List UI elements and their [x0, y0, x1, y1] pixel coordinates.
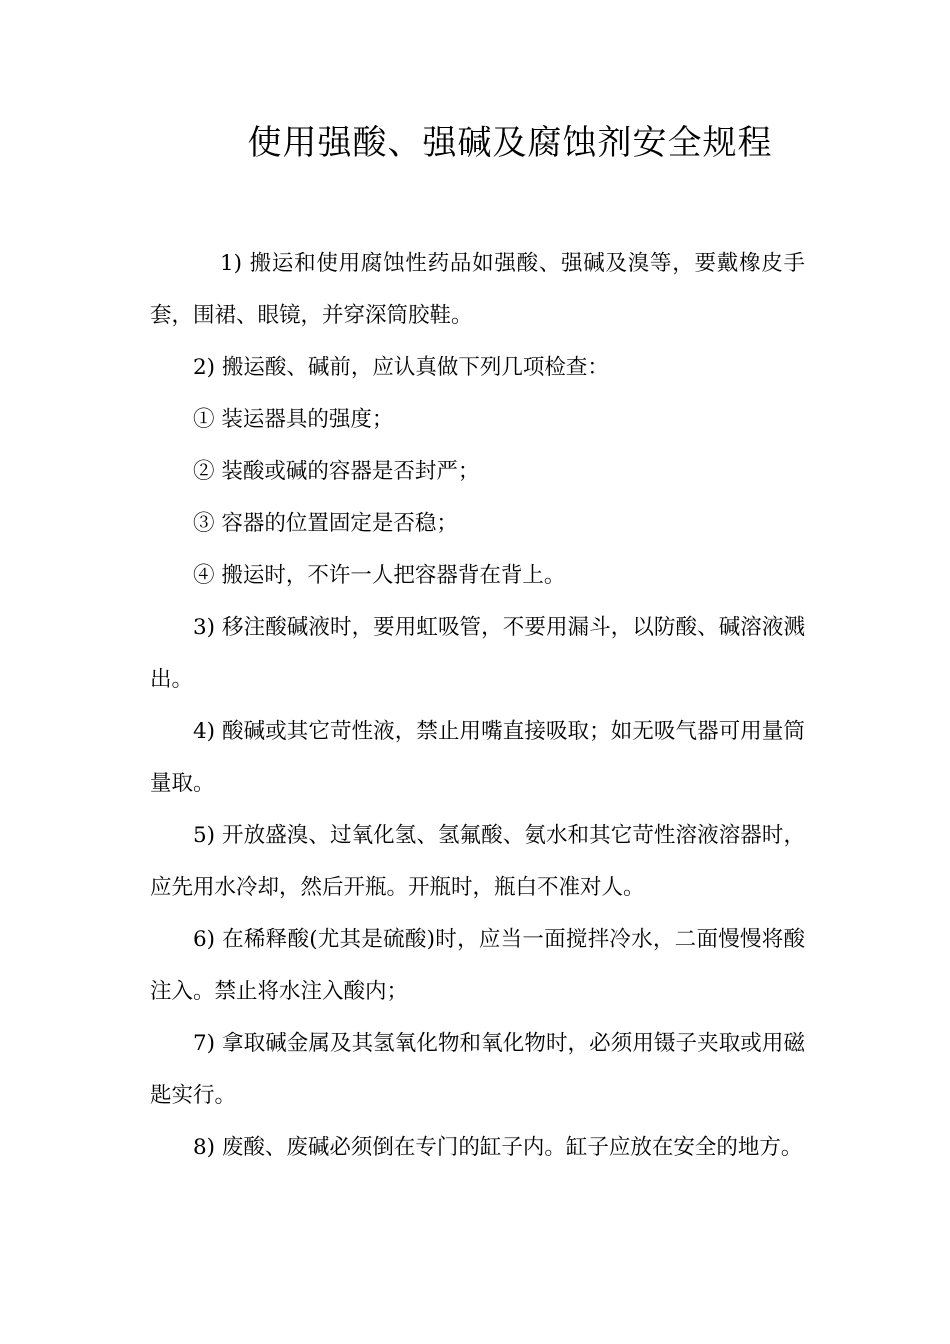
- checklist-item-3: ③ 容器的位置固定是否稳；: [193, 511, 458, 536]
- paragraph-6-diluting-acid: 6) 在稀释酸(尤其是硫酸)时，应当一面搅拌冷水，二面慢慢将酸注入。禁止将水注入酸内；: [150, 927, 805, 1004]
- document-body: [150, 238, 805, 1174]
- paragraph-1-protective-gear: 1) 搬运和使用腐蚀性药品如强酸、强碱及溴等，要戴橡皮手套，围裙、眼镜，并穿深筒胶鞋。: [150, 251, 805, 328]
- document-title: 使用强酸、强碱及腐蚀剂安全规程: [247, 123, 773, 163]
- checklist-item-4: ④ 搬运时，不许一人把容器背在背上。: [193, 563, 566, 588]
- checklist-item-1: ① 装运器具的强度；: [193, 407, 394, 432]
- paragraph-5-opening-containers: 5) 开放盛溴、过氧化氢、氢氟酸、氨水和其它苛性溶液溶器时，应先用水冷却，然后开瓶。开瓶时，瓶白不准对人。: [150, 823, 805, 900]
- paragraph-3-siphon: 3) 移注酸碱液时，要用虹吸管，不要用漏斗，以防酸、碱溶液溅出。: [150, 615, 805, 692]
- paragraph-2-pre-transport-checks: 2) 搬运酸、碱前，应认真做下列几项检查：: [193, 355, 609, 380]
- checklist-item-2: ② 装酸或碱的容器是否封严；: [193, 459, 480, 484]
- paragraph-7-alkali-metals: 7) 拿取碱金属及其氢氧化物和氧化物时，必须用镊子夹取或用磁匙实行。: [150, 1031, 805, 1108]
- paragraph-8-waste-disposal: 8) 废酸、废碱必须倒在专门的缸子内。缸子应放在安全的地方。: [193, 1135, 803, 1160]
- paragraph-4-no-mouth-pipetting: 4) 酸碱或其它苛性液，禁止用嘴直接吸取；如无吸气器可用量筒量取。: [150, 719, 805, 796]
